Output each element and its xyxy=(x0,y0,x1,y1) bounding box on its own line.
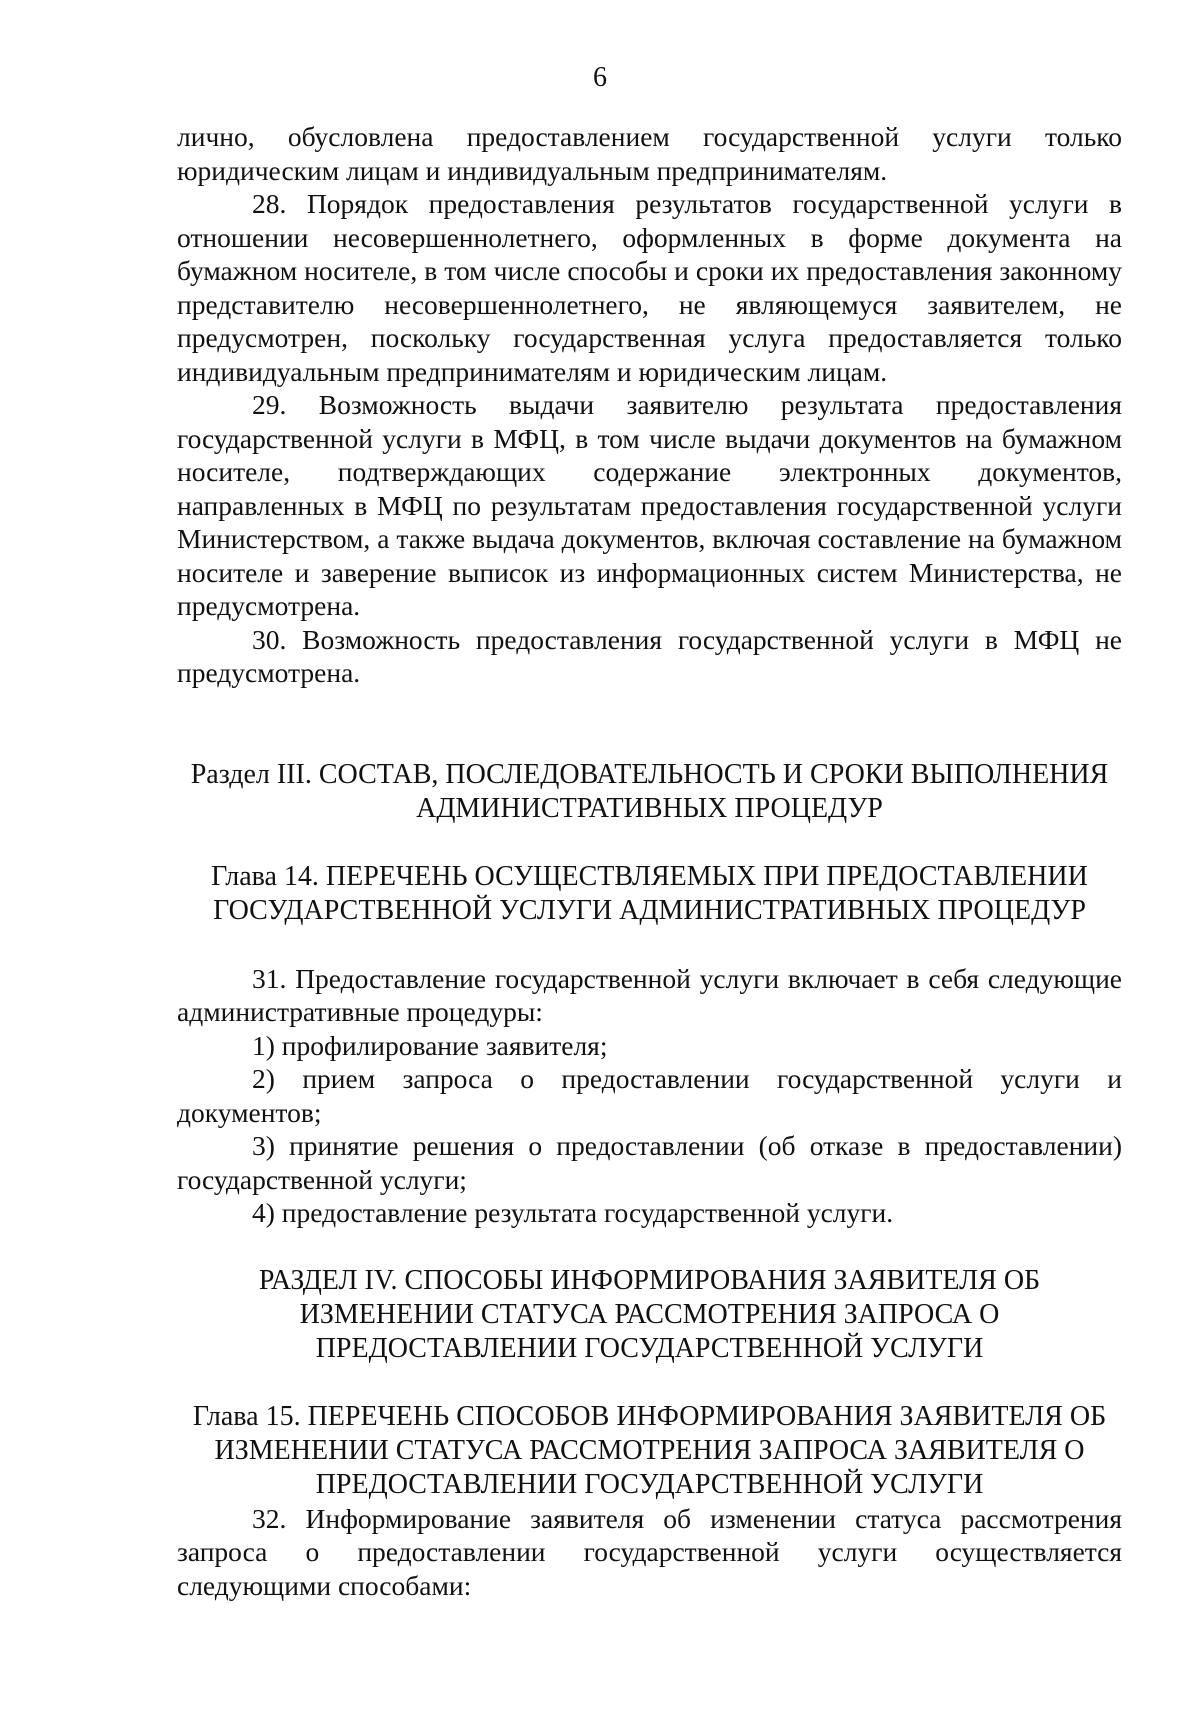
chapter-15-heading-line-2: ИЗМЕНЕНИИ СТАТУСА РАССМОТРЕНИЯ ЗАПРОСА ЗАЯВИТЕЛЯ О xyxy=(214,1434,1085,1466)
page-number: 6 xyxy=(593,62,607,93)
chapter-15-heading-line-1: Глава 15. ПЕРЕЧЕНЬ СПОСОБОВ ИНФОРМИРОВАНИЯ ЗАЯВИТЕЛЯ ОБ xyxy=(192,1400,1107,1432)
paragraph-30: 30. Возможность предоставления государственной услуги в МФЦ не предусмотрена. xyxy=(177,623,1122,688)
page-content xyxy=(177,120,1122,1602)
procedures-list xyxy=(177,1029,1122,1230)
list-item: 1) профилирование заявителя; xyxy=(252,1029,608,1061)
section-3-heading-line-1: Раздел III. СОСТАВ, ПОСЛЕДОВАТЕЛЬНОСТЬ И СРОКИ ВЫПОЛНЕНИЯ xyxy=(190,758,1109,790)
section-4-heading xyxy=(177,1264,1122,1366)
paragraph-31: 31. Предоставление государственной услуги включает в себя следующие административные процедуры: xyxy=(177,962,1122,1027)
chapter-14-heading xyxy=(177,860,1122,928)
section-4-heading-line-3: ПРЕДОСТАВЛЕНИИ ГОСУДАРСТВЕННОЙ УСЛУГИ xyxy=(315,1332,984,1364)
paragraph-28: 28. Порядок предоставления результатов государственной услуги в отношении несовершеннолетнего, оформленных в форме документа на бумажном носителе, в том числе способы и сроки их предоставления законному представителю несовершеннолетнего, не являющемуся заявителем, не предусмотрен, поскольку государственная услуга предоставляется только индивидуальным предпринимателям и юридическим лицам. xyxy=(177,188,1122,387)
section-3-heading-line-2: АДМИНИСТРАТИВНЫХ ПРОЦЕДУР xyxy=(416,792,883,824)
chapter-14-heading-line-1: Глава 14. ПЕРЕЧЕНЬ ОСУЩЕСТВЛЯЕМЫХ ПРИ ПРЕДОСТАВЛЕНИИ xyxy=(211,860,1088,892)
section-4-heading-line-2: ИЗМЕНЕНИИ СТАТУСА РАССМОТРЕНИЯ ЗАПРОСА О xyxy=(299,1298,1000,1330)
section-4-heading-line-1: РАЗДЕЛ IV. СПОСОБЫ ИНФОРМИРОВАНИЯ ЗАЯВИТЕЛЯ ОБ xyxy=(258,1264,1041,1296)
paragraph-29: 29. Возможность выдачи заявителю результата предоставления государственной услуги в МФЦ, в том числе выдачи документов на бумажном носителе, подтверждающих содержание электронных документов, направленных в МФЦ по результатам предоставления государственной услуги Министерством, а также выдача документов, включая составление на бумажном носителе и заверение выписок из информационных систем Министерства, не предусмотрена. xyxy=(177,389,1122,621)
chapter-15-heading xyxy=(177,1400,1122,1502)
chapter-14-heading-line-2: ГОСУДАРСТВЕННОЙ УСЛУГИ АДМИНИСТРАТИВНЫХ ПРОЦЕДУР xyxy=(213,894,1086,926)
list-item: 4) предоставление результата государственной услуги. xyxy=(252,1197,894,1228)
section-3-heading xyxy=(177,758,1122,826)
chapter-15-heading-line-3: ПРЕДОСТАВЛЕНИИ ГОСУДАРСТВЕННОЙ УСЛУГИ xyxy=(315,1468,984,1500)
paragraph-continuation: лично, обусловлена предоставлением государственной услуги только юридическим лицам и индивидуальным предпринимателям. xyxy=(177,121,1122,186)
list-item: 3) принятие решения о предоставлении (об отказе в предоставлении) государственной услуги; xyxy=(177,1130,1122,1195)
list-item: 2) прием запроса о предоставлении государственной услуги и документов; xyxy=(177,1063,1122,1128)
paragraph-32: 32. Информирование заявителя об изменении статуса рассмотрения запроса о предоставлении государственной услуги осуществляется следующими способами: xyxy=(177,1502,1122,1601)
